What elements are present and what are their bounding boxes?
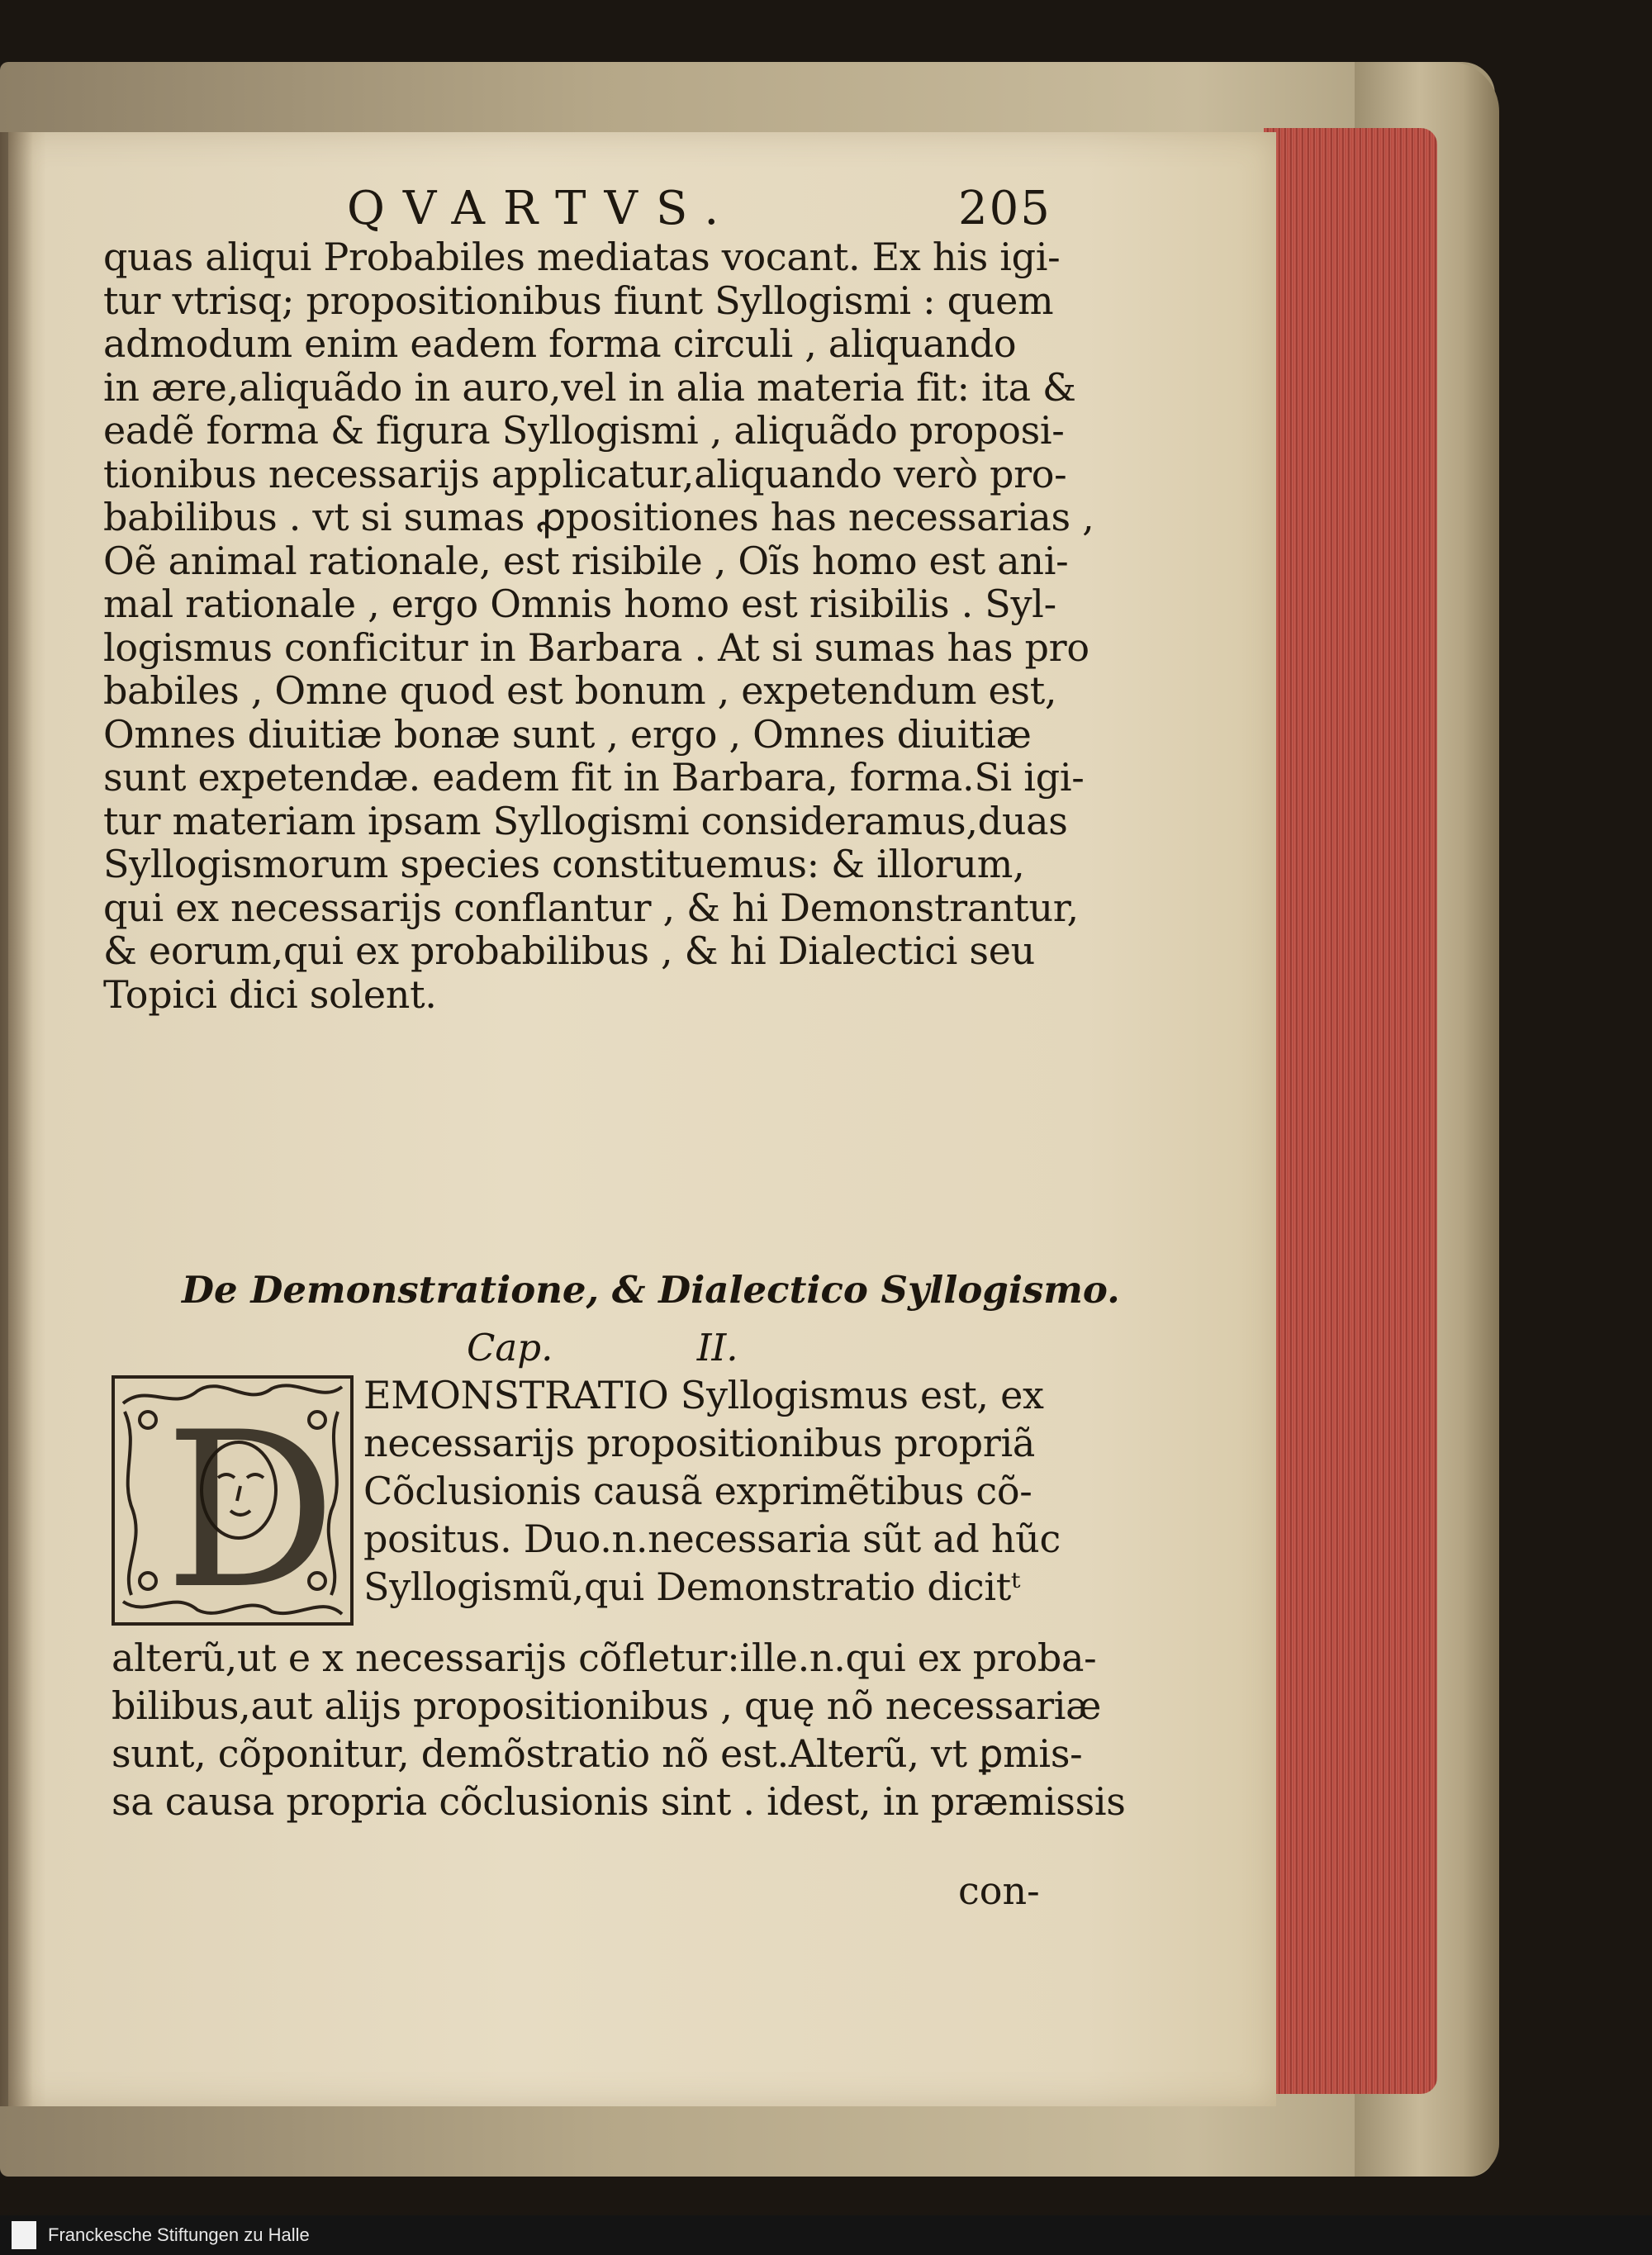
text-line: mal rationale , ergo Omnis homo est risibilis . Syl- [103,582,1056,626]
text-line: tionibus necessarijs applicatur,aliquando verò pro- [103,451,1067,496]
decorated-initial-art [115,1379,350,1622]
text-line: & eorum,qui ex probabilibus , & hi Dialectici seu [103,928,1035,973]
text-line: alterũ,ut e x necessarijs cõfletur:ille.n.qui ex proba- [112,1635,1097,1680]
chapter-text-below-initial [112,1634,1136,1825]
text-line: Topici dici solent. [103,971,437,1017]
decorated-initial [112,1375,354,1626]
text-line: logismus conficitur in Barbara . At si sumas has pro [103,624,1089,670]
text-line: qui ex necessarijs conflantur , & hi Demonstrantur, [103,885,1079,930]
text-line: Oẽ animal rationale, est risibile , Oĩs homo est ani- [103,538,1069,583]
text-line: Omnes diuitiæ bonæ sunt , ergo , Omnes diuitiæ [103,711,1032,757]
text-line: bilibus,aut alijs propositionibus , quę nõ necessariæ [112,1683,1102,1728]
text-line: babiles , Omne quod est bonum , expetendum est, [103,668,1057,713]
chapter-number-line [467,1326,738,1370]
footer-institution: Franckesche Stiftungen zu Halle [48,2224,310,2245]
initial-letter: D [164,1387,337,1622]
text-line: Syllogismũ,qui Demonstratio dicitᵗ [363,1564,1020,1609]
text-line: Syllogismorum species constituemus: & illorum, [103,842,1025,886]
text-line: Cõclusionis causã exprimẽtibus cõ- [363,1469,1032,1513]
text-line: positus. Duo.n.necessaria sũt ad hũc [363,1517,1061,1561]
text-line: quas aliqui Probabiles mediatas vocant. Ex his igi- [103,235,1061,279]
text-line: sa causa propria cõclusionis sint . idest, in præmissis [112,1779,1126,1824]
text-line: sunt, cõponitur, demõstratio nõ est.Alterũ, vt ꝑmis- [112,1731,1083,1776]
catchword: con- [958,1868,1040,1913]
text-line: admodum enim eadem forma circuli , aliquando [103,321,1017,366]
text-line: babilibus . vt si sumas ꝓpositiones has necessarias , [103,495,1094,539]
chapter-label: Cap. [467,1326,553,1370]
text-line: necessarijs propositionibus propriã [363,1421,1035,1465]
folio-number: 205 [958,182,1051,235]
text-line: tur vtrisq; propositionibus fiunt Syllogismi : quem [103,278,1054,323]
red-page-edges [1264,128,1437,2094]
chapter-number: II. [696,1326,738,1370]
text-line: in ære,aliquãdo in auro,vel in alia materia fit: ita & [103,364,1076,410]
chapter-heading: De Demonstratione, & Dialectico Syllogismo. [182,1268,1120,1312]
main-text-block [103,235,1127,1016]
gutter-shadow [0,132,33,2106]
text-line: tur materiam ipsam Syllogismi consideramus,duas [103,798,1068,843]
text-line: sunt expetendæ. eadem fit in Barbara, forma.Si igi- [103,755,1085,800]
text-line: eadẽ forma & figura Syllogismi , aliquãdo proposi- [103,408,1065,453]
running-head-title: QVARTVS. [347,182,738,235]
chapter-text-beside-initial [363,1371,1107,1611]
running-head [347,182,1173,240]
text-line: EMONSTRATIO Syllogismus est, ex [363,1373,1044,1417]
institution-logo-icon [12,2221,36,2249]
